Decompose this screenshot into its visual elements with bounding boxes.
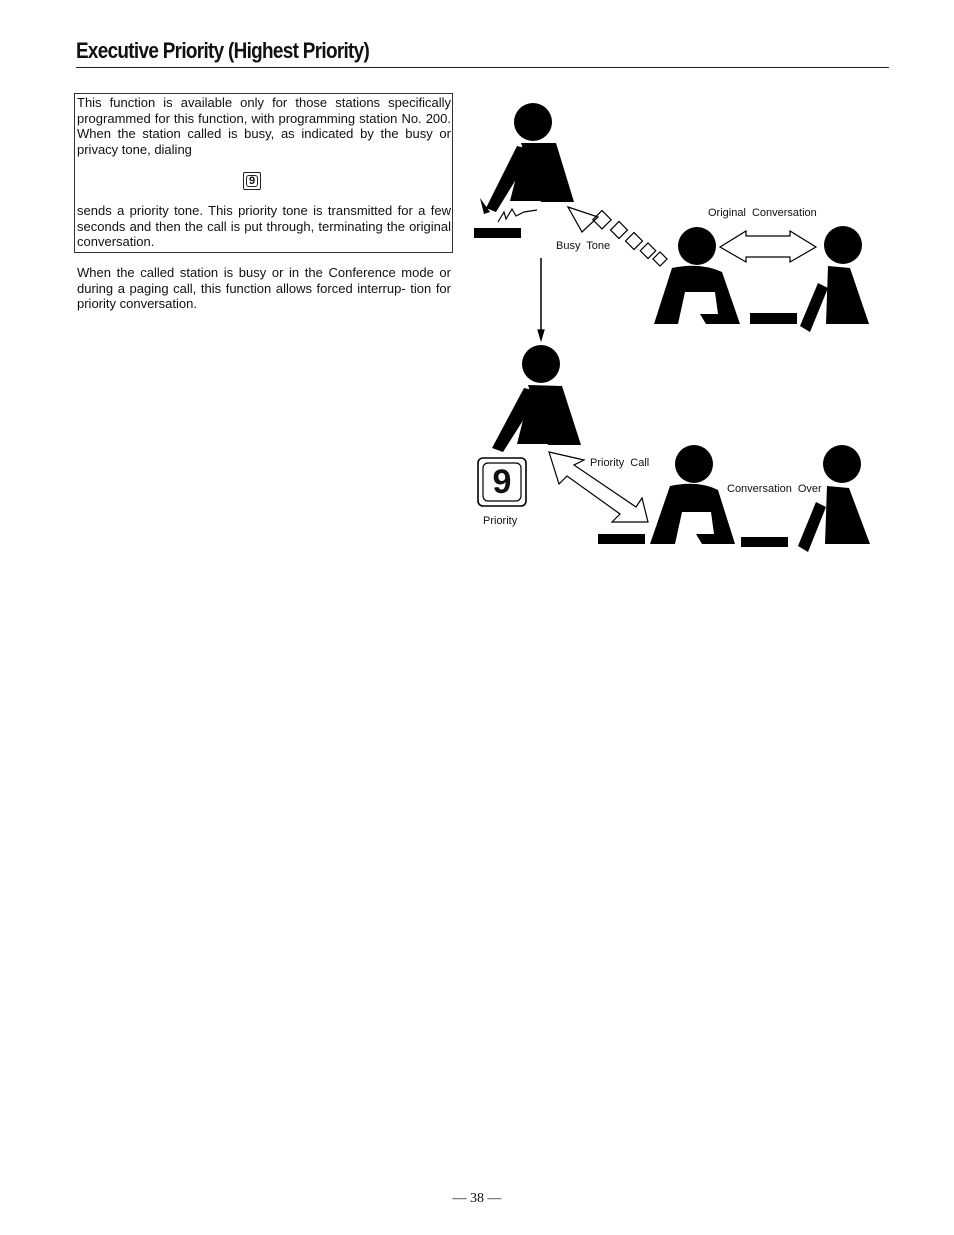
double-arrow-icon	[720, 231, 816, 262]
conversation-person-right-bottom	[798, 445, 870, 552]
telephone-left-top	[750, 313, 797, 324]
body-paragraph: When the called station is busy or in the Conference mode or during a paging call, this function allows forced interrup- tion for priority conversation.	[77, 265, 451, 311]
conversation-person-left-top	[654, 227, 740, 324]
label-priority: Priority	[483, 515, 518, 527]
down-arrow-icon	[538, 330, 544, 340]
label-priority-call: Priority Call	[590, 457, 650, 469]
caller-figure-bottom	[492, 345, 581, 452]
signal-zigzag	[498, 209, 537, 222]
box-text-after: sends a priority tone. This priority tone is transmitted for a few seconds and then the call is put through, terminating the original conversation.	[77, 203, 451, 249]
page-number: — 38 —	[452, 1191, 502, 1206]
caller-figure-top	[474, 103, 574, 238]
page-title: Executive Priority (Highest Priority)	[76, 38, 370, 63]
telephone-right-bottom	[741, 537, 788, 547]
label-busy-tone: Busy Tone	[556, 240, 611, 252]
telephone-priority	[598, 534, 645, 544]
conversation-person-left-bottom	[650, 445, 735, 544]
box-text-before: This function is available only for those stations specifically programmed for this function, with programming station No. 200. When the station called is busy, as indicated by the busy or privacy tone, dialing	[77, 95, 451, 157]
label-conversation-over: Conversation Over	[727, 483, 822, 495]
conversation-person-right-top	[800, 226, 869, 332]
priority-key-label: 9	[492, 463, 512, 501]
label-original-conversation: Original Conversation	[708, 207, 817, 219]
dial-9-key-label: 9	[246, 175, 258, 187]
